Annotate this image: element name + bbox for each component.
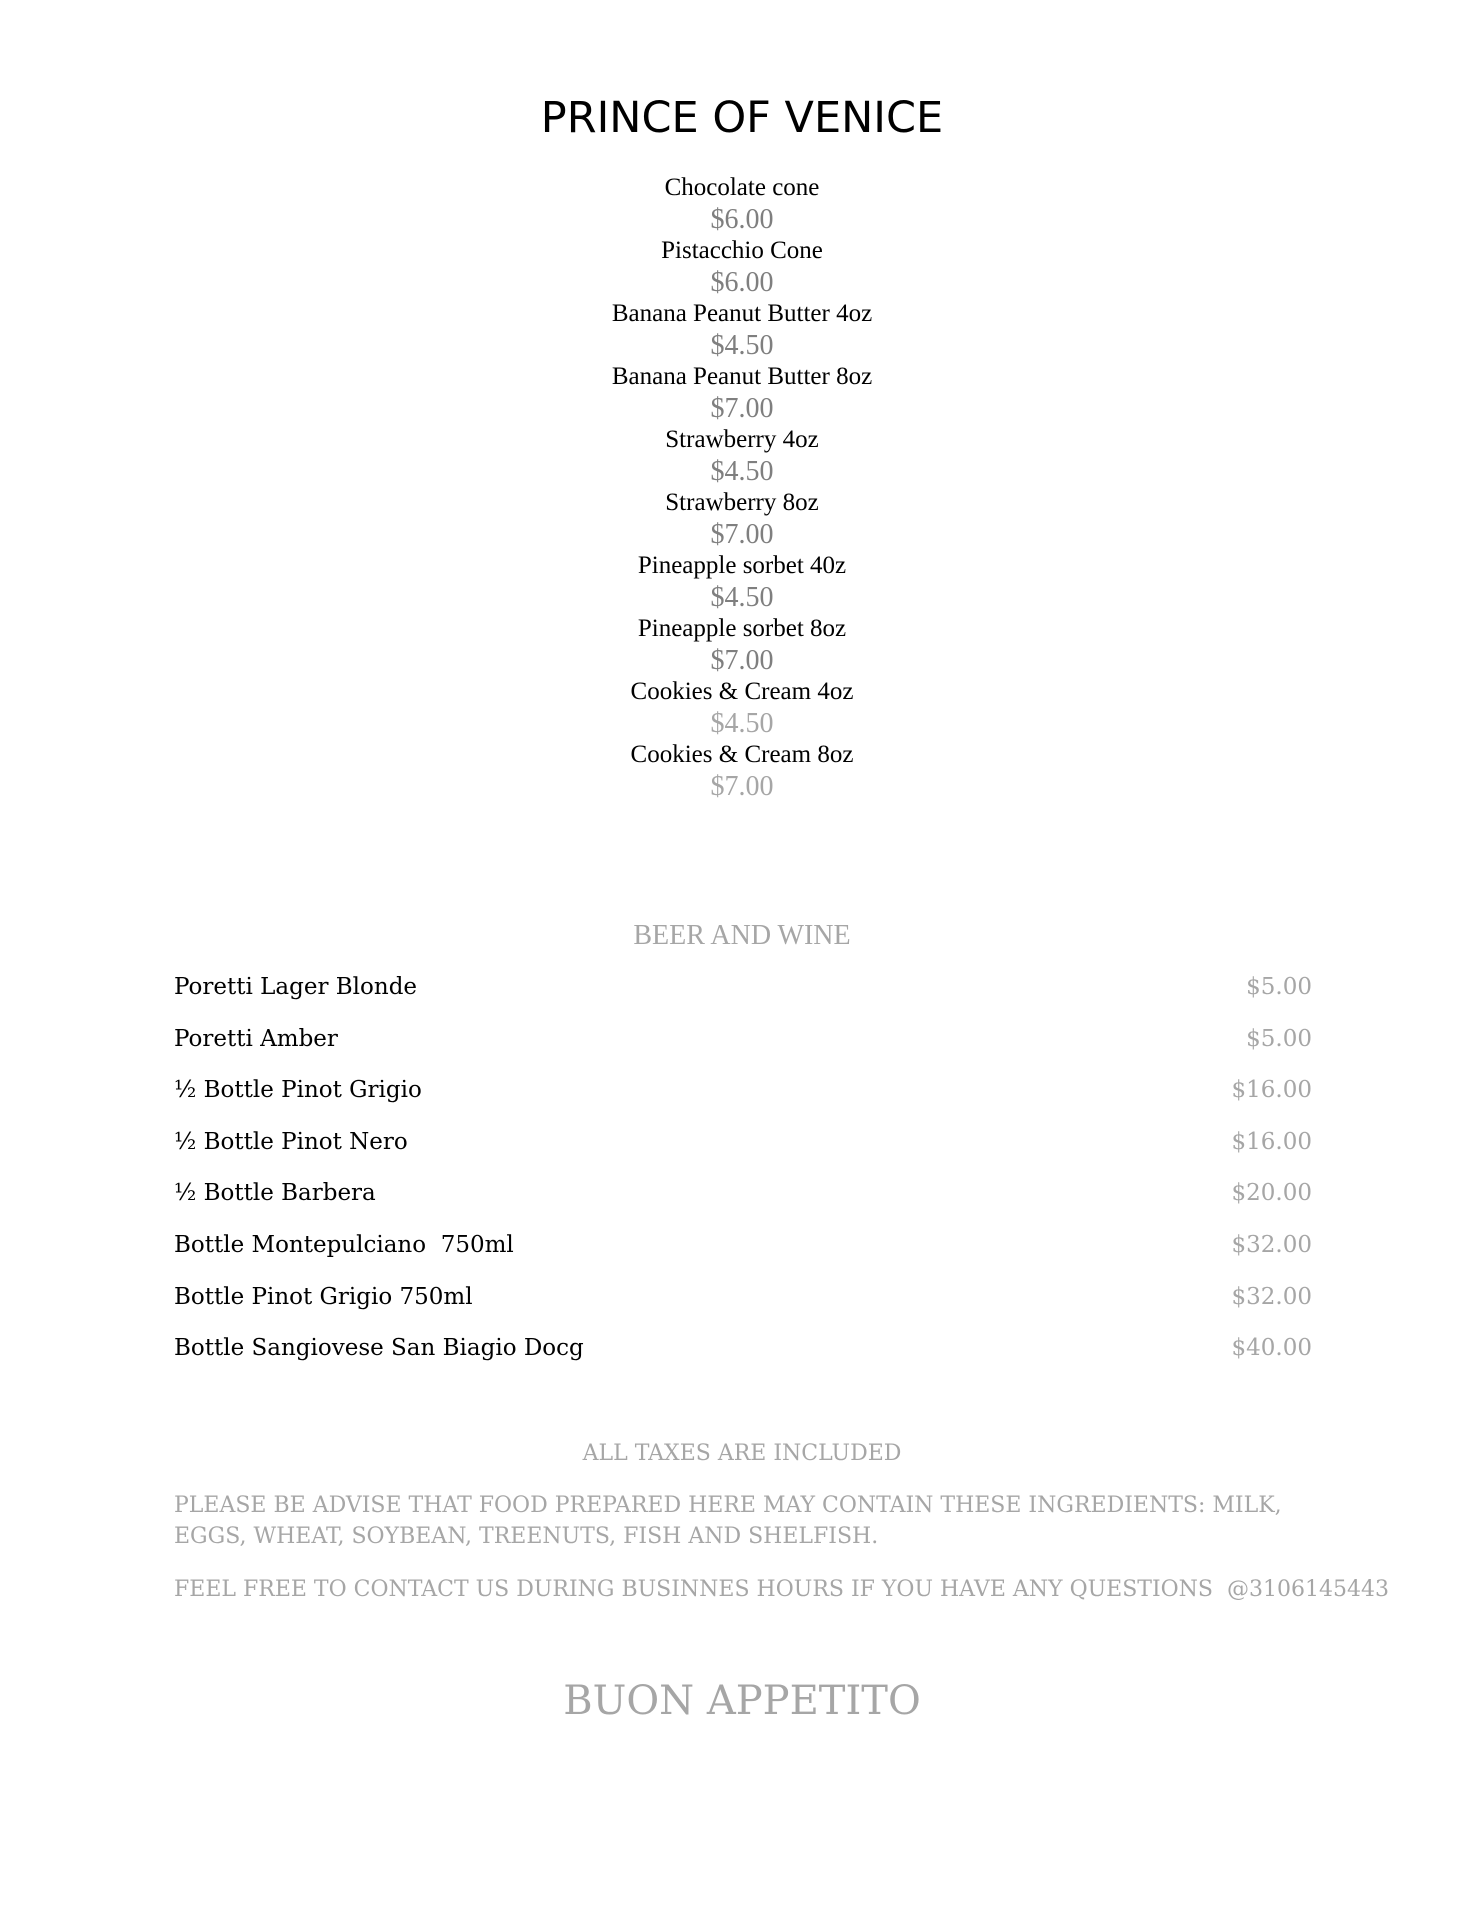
- dessert-item: [542, 236, 942, 299]
- drink-name: Poretti Lager Blonde: [174, 974, 418, 1000]
- dessert-name: Banana Peanut Butter 8oz: [611, 363, 873, 390]
- drink-row: [174, 1282, 1312, 1334]
- drink-row: [174, 972, 1312, 1024]
- drink-row: [174, 1333, 1312, 1385]
- drink-row: [174, 1075, 1312, 1127]
- allergen-note: PLEASE BE ADVISE THAT FOOD PREPARED HERE MAY CONTAIN THESE INGREDIENTS: MILK, EGGS, WHEAT, SOYBEAN, TREENUTS, FISH AND SHELFISH.: [174, 1493, 1282, 1549]
- drink-name: Poretti Amber: [174, 1025, 338, 1052]
- contact-note: FEEL FREE TO CONTACT US DURING BUSINNES HOURS IF YOU HAVE ANY QUESTIONS @3106145443: [174, 1577, 1389, 1602]
- dessert-price: $7.00: [710, 645, 774, 676]
- dessert-item: [542, 551, 942, 614]
- drink-row: [174, 1178, 1312, 1230]
- drink-name: Bottle Pinot Grigio 750ml: [174, 1283, 473, 1310]
- dessert-price: $4.50: [710, 330, 774, 361]
- dessert-name: Banana Peanut Butter 4oz: [611, 300, 873, 327]
- dessert-name: Pistacchio Cone: [661, 237, 823, 264]
- drink-row: [174, 1127, 1312, 1179]
- dessert-price: $7.00: [710, 519, 774, 550]
- taxes-note: ALL TAXES ARE INCLUDED: [582, 1441, 902, 1466]
- drink-name: ½ Bottle Pinot Nero: [174, 1128, 408, 1155]
- dessert-item: [542, 173, 942, 236]
- dessert-item: [542, 488, 942, 551]
- dessert-name: Cookies & Cream 4oz: [630, 678, 854, 705]
- page-title: PRINCE OF VENICE: [540, 93, 944, 143]
- drink-row: [174, 1024, 1312, 1076]
- drink-name: Bottle Montepulciano 750ml: [174, 1231, 514, 1258]
- drink-name: Bottle Sangiovese San Biagio Docg: [174, 1335, 584, 1362]
- dessert-item: [542, 299, 942, 362]
- drink-name: ½ Bottle Barbera: [174, 1180, 376, 1207]
- dessert-price: $4.50: [710, 582, 774, 613]
- drink-name: ½ Bottle Pinot Grigio: [174, 1077, 422, 1104]
- dessert-name: Chocolate cone: [664, 174, 820, 201]
- closing-message: BUON APPETITO: [563, 1678, 921, 1724]
- dessert-name: Pineapple sorbet 8oz: [637, 615, 847, 642]
- drink-price: $5.00: [1246, 974, 1312, 1000]
- dessert-item: [542, 677, 942, 740]
- drink-price: $20.00: [1231, 1180, 1312, 1207]
- dessert-price: $6.00: [710, 204, 774, 235]
- drink-row: [174, 1230, 1312, 1282]
- beer-wine-heading: BEER AND WINE: [633, 920, 851, 951]
- dessert-price: $7.00: [710, 771, 774, 802]
- drink-price: $32.00: [1231, 1283, 1312, 1310]
- dessert-price: $6.00: [710, 267, 774, 298]
- dessert-item: [542, 614, 942, 677]
- drink-price: $32.00: [1231, 1231, 1312, 1258]
- dessert-item: [542, 740, 942, 803]
- drink-price: $16.00: [1231, 1077, 1312, 1104]
- dessert-price: $4.50: [710, 708, 774, 739]
- dessert-name: Strawberry 8oz: [665, 489, 819, 516]
- dessert-name: Strawberry 4oz: [665, 426, 819, 453]
- drink-price: $40.00: [1231, 1335, 1312, 1362]
- drink-price: $16.00: [1231, 1128, 1312, 1155]
- dessert-item: [542, 425, 942, 488]
- dessert-price: $4.50: [710, 456, 774, 487]
- dessert-name: Pineapple sorbet 40z: [637, 552, 847, 579]
- dessert-list: [542, 173, 942, 803]
- dessert-price: $7.00: [710, 393, 774, 424]
- dessert-item: [542, 362, 942, 425]
- drink-list: [174, 972, 1312, 1385]
- dessert-name: Cookies & Cream 8oz: [630, 741, 854, 768]
- drink-price: $5.00: [1246, 1025, 1312, 1052]
